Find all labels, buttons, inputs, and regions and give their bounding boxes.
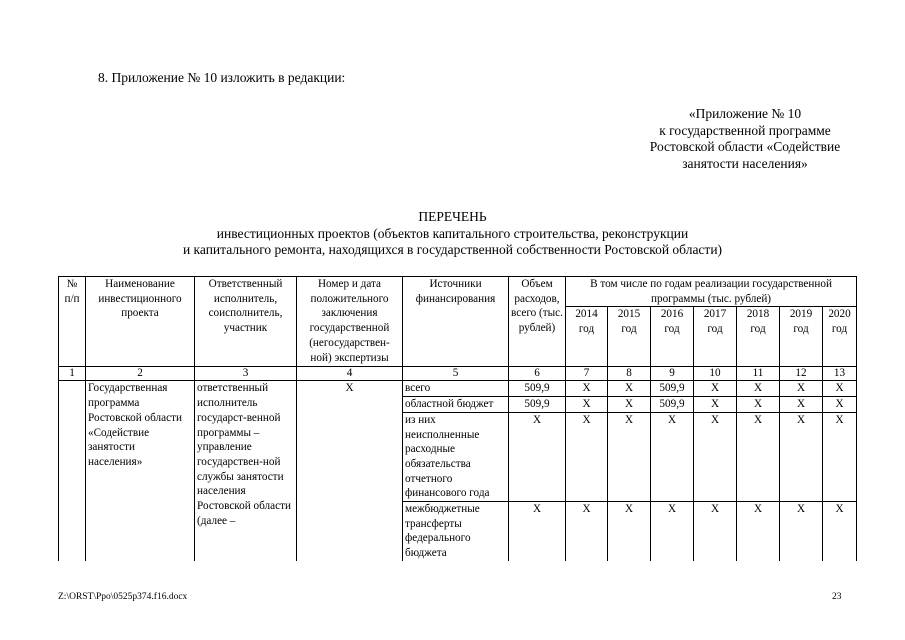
intro-text: 8. Приложение № 10 изложить в редакции: (98, 70, 346, 85)
document-title (0, 209, 905, 259)
total-cell: 509,9 (509, 397, 566, 413)
year-cell: Х (566, 412, 608, 501)
year-cell: Х (780, 381, 823, 397)
year-cell: Х (651, 412, 694, 501)
header-year: 2018 год (737, 307, 780, 367)
header-year: 2015 год (608, 307, 651, 367)
appendix-line: к государственной программе (659, 122, 831, 138)
header-years-group: В том числе по годам реализации государственной программы (тыс. рублей) (566, 277, 857, 307)
year-cell: Х (823, 381, 857, 397)
year-cell: Х (780, 397, 823, 413)
total-cell: 509,9 (509, 381, 566, 397)
year-cell: Х (737, 397, 780, 413)
page-number: 23 (832, 592, 842, 602)
appendix-line: «Приложение № 10 (688, 106, 802, 121)
column-number: 3 (195, 367, 297, 381)
year-cell: Х (737, 381, 780, 397)
year-cell: Х (608, 381, 651, 397)
column-number: 7 (566, 367, 608, 381)
expertise-cell: Х (297, 381, 403, 561)
source-cell: из них неисполненные расходные обязательства отчетного финансового года (403, 412, 509, 501)
year-cell: Х (694, 502, 737, 561)
table-row (59, 381, 857, 397)
appendix-line: Ростовской области «Содействие (649, 139, 841, 154)
footer-file-path: Z:\ORST\Ppo\0525p374.f16.docx (58, 592, 188, 602)
column-number: 6 (509, 367, 566, 381)
year-cell: Х (823, 502, 857, 561)
column-number: 10 (694, 367, 737, 381)
title-line: и капитального ремонта, находящихся в государственной собственности Ростовской области) (182, 242, 723, 257)
source-cell: всего (403, 381, 509, 397)
year-cell: Х (608, 412, 651, 501)
year-cell: 509,9 (651, 381, 694, 397)
year-cell: Х (566, 502, 608, 561)
header-expertise: Номер и дата положительного заключения государственной (негосударствен-ной) экспертизы (297, 277, 403, 367)
total-cell: Х (509, 412, 566, 501)
column-number: 5 (403, 367, 509, 381)
row-num-cell (59, 381, 86, 561)
column-number: 8 (608, 367, 651, 381)
header-executor: Ответственный исполнитель, соисполнитель, участник (195, 277, 297, 367)
year-cell: 509,9 (651, 397, 694, 413)
year-cell: Х (823, 397, 857, 413)
investment-projects-table (58, 276, 857, 561)
header-year: 2016 год (651, 307, 694, 367)
header-year: 2014 год (566, 307, 608, 367)
year-cell: Х (651, 502, 694, 561)
header-row (59, 277, 857, 307)
year-cell: Х (780, 502, 823, 561)
year-cell: Х (608, 502, 651, 561)
title-heading: ПЕРЕЧЕНЬ (418, 209, 487, 224)
year-cell: Х (566, 381, 608, 397)
appendix-header (590, 106, 900, 172)
source-cell: областной бюджет (403, 397, 509, 413)
header-name: Наименование инвестиционного проекта (86, 277, 195, 367)
header-year: 2020 год (823, 307, 857, 367)
total-cell: Х (509, 502, 566, 561)
column-number: 11 (737, 367, 780, 381)
executor-cell: ответственный исполнитель государст-венной программы – управление государствен-ной службы занятости населения Ростовской области (далее – (195, 381, 297, 561)
year-cell: Х (780, 412, 823, 501)
header-total: Объем расходов, всего (тыс. рублей) (509, 277, 566, 367)
header-year: 2017 год (694, 307, 737, 367)
column-number: 2 (86, 367, 195, 381)
title-line: инвестиционных проектов (объектов капитального строительства, реконструкции (216, 225, 689, 241)
column-number: 9 (651, 367, 694, 381)
header-sources: Источники финансирования (403, 277, 509, 367)
year-cell: Х (608, 397, 651, 413)
header-num: № п/п (59, 277, 86, 367)
appendix-line: занятости населения» (682, 155, 808, 171)
year-cell: Х (737, 412, 780, 501)
year-cell: Х (694, 412, 737, 501)
source-cell: межбюджетные трансферты федерального бюджета (403, 502, 509, 561)
column-number: 13 (823, 367, 857, 381)
year-cell: Х (694, 381, 737, 397)
column-number: 1 (59, 367, 86, 381)
year-cell: Х (823, 412, 857, 501)
column-number: 4 (297, 367, 403, 381)
year-cell: Х (737, 502, 780, 561)
year-cell: Х (694, 397, 737, 413)
header-year: 2019 год (780, 307, 823, 367)
column-numbers-row (59, 367, 857, 381)
project-name-cell: Государственная программа Ростовской области «Содействие занятости населения» (86, 381, 195, 561)
column-number: 12 (780, 367, 823, 381)
year-cell: Х (566, 397, 608, 413)
